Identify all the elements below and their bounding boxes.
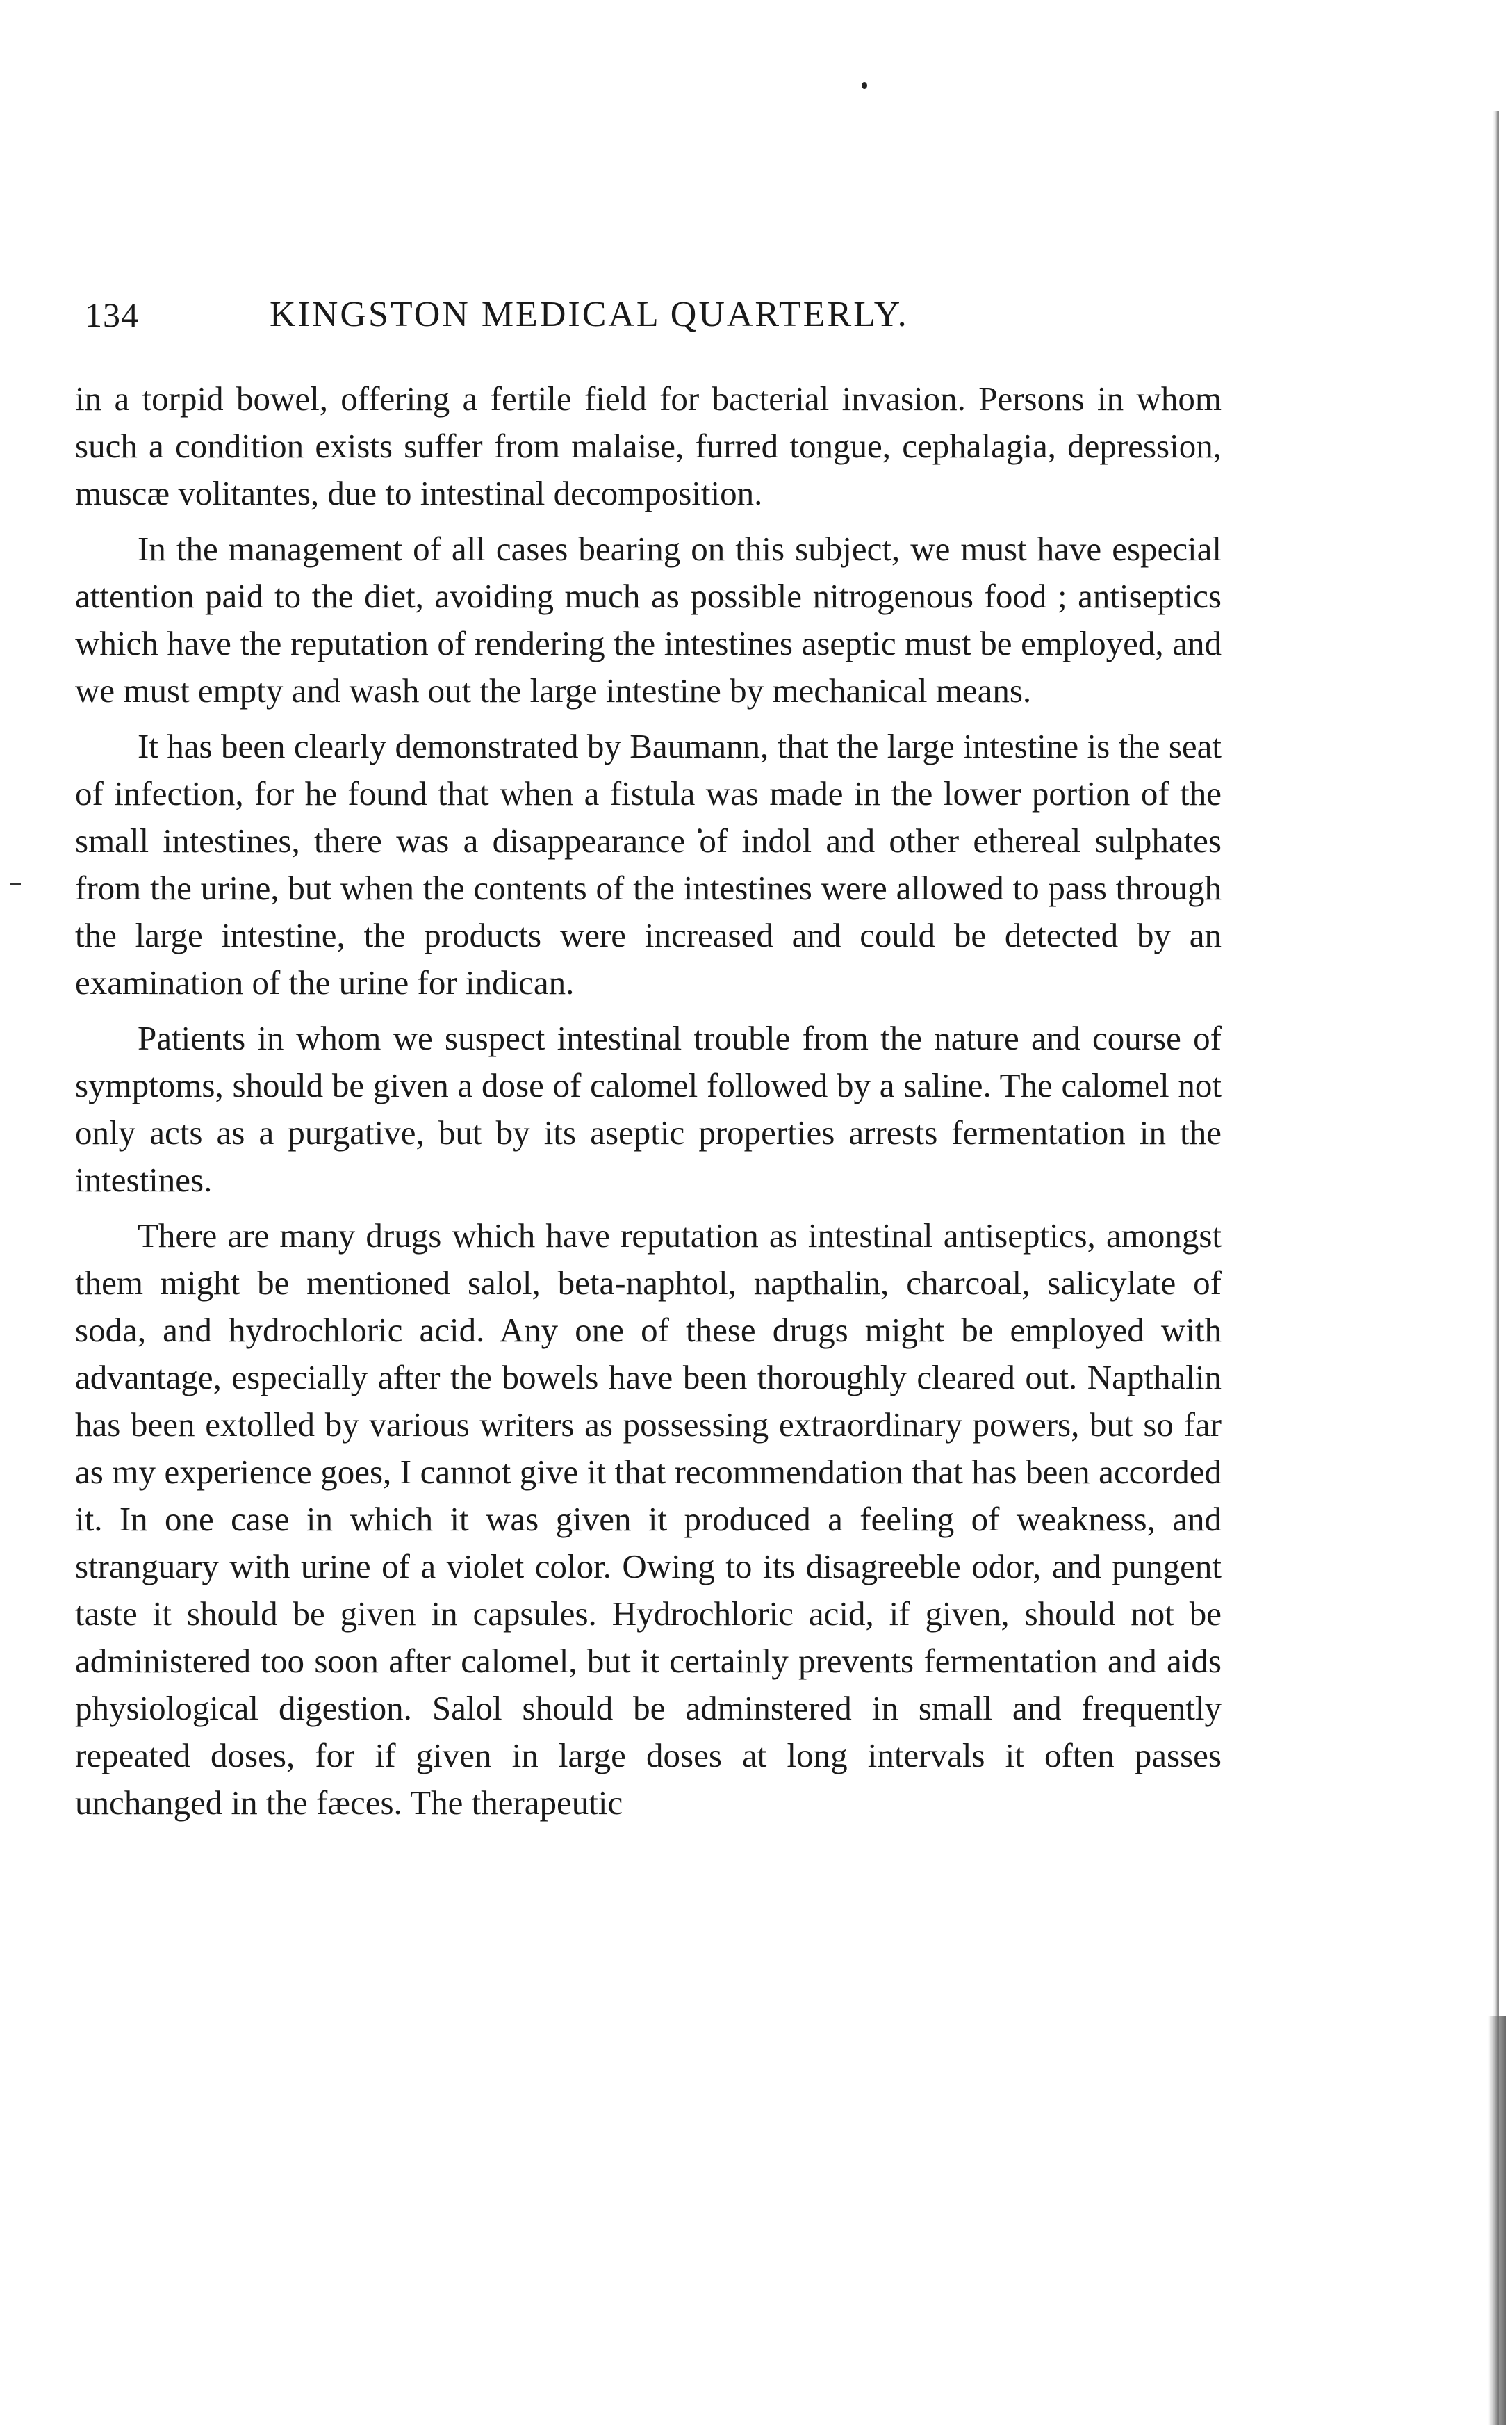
paragraph: It has been clearly demonstrated by Baumann, that the large intestine is the seat of infection, for he found that when a fistula was made in the lower portion of the small intestines, there was a disappearance of indol and other ethereal sulphates from the urine, but when the contents of the intestines were allowed to pass through the large intestine, the products were increased and could be detected by an examination of the urine for indican. xyxy=(75,727,1222,1002)
running-title: KINGSTON MEDICAL QUARTERLY. xyxy=(270,295,909,334)
print-speck xyxy=(862,82,867,89)
paragraph: There are many drugs which have reputation as intestinal antiseptics, amongst them might be mentioned salol, beta-naphtol, napthalin, charcoal, salicylate of soda, and hydrochloric acid. Any one of these drugs might be employed with advantage, especially after the bowels have been thoroughly cleared out. Napthalin has been extolled by various writers as possessing extraordinary powers, but so far as my experience goes, I cannot give it that recommendation that has been accorded it. In one case in which it was given it produced a feeling of weakness, and stranguary with urine of a violet color. Owing to its disagreeble odor, and pungent taste it should be given in capsules. Hydrochloric acid, if given, should not be administered too soon after calomel, but it certainly prevents fermentation and aids physiological digestion. Salol should be adminstered in small and frequently repeated doses, for if given in large doses at long intervals it often passes unchanged in the fæces. The therapeutic xyxy=(75,1216,1222,1822)
running-header xyxy=(75,291,1228,339)
body-text xyxy=(75,375,1222,1835)
paragraph: In the management of all cases bearing on this subject, we must have especial attention paid to the diet, avoiding much as possible nitrogenous food ; antiseptics which have the reputation of rendering the intestines aseptic must be employed, and we must empty and wash out the large intestine by mechanical means. xyxy=(75,530,1222,710)
page-number: 134 xyxy=(85,295,139,334)
margin-mark xyxy=(10,883,21,885)
paragraph: Patients in whom we suspect intestinal trouble from the nature and course of symptoms, should be given a dose of calomel followed by a saline. The calomel not only acts as a purgative, but by its aseptic properties arrests fermentation in the intestines. xyxy=(75,1019,1222,1199)
page-edge-binding xyxy=(1488,2016,1506,2425)
paragraph: in a torpid bowel, offering a fertile field for bacterial invasion. Persons in whom such a condition exists suffer from malaise, furred tongue, cephalagia, depression, muscæ volitantes, due to intestinal decomposition. xyxy=(75,379,1222,512)
